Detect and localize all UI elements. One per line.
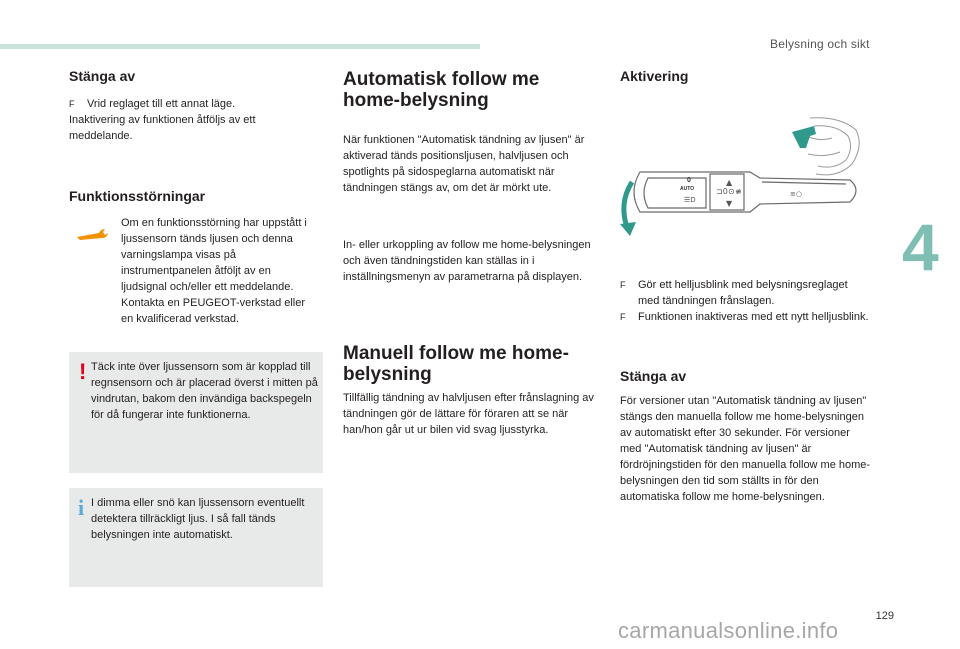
section-title-manuell: Manuell follow me home-belysning xyxy=(343,343,569,385)
svg-text:≡○: ≡○ xyxy=(790,190,802,198)
svg-text:▼: ▼ xyxy=(726,199,733,208)
manuell-paragraph: Tillfällig tändning av halvljusen efter frånslagning av tändningen gör de lättare för föraren att se när han/hon går ut ur bilen vid svag ljusstyrka. xyxy=(343,392,594,436)
lighting-stalk-illustration xyxy=(610,112,870,252)
svg-text:⊙: ⊙ xyxy=(728,187,735,196)
bullet-item xyxy=(620,309,870,325)
warning-icon: ! xyxy=(79,359,87,384)
bullet-marker: F xyxy=(620,312,626,322)
bullet-item xyxy=(620,277,870,309)
bullet-marker: F xyxy=(620,280,626,290)
stanga-av-right-text: För versioner utan "Automatisk tändning av ljusen" stängs den manuella follow me home-belysningen av automatiskt efter 30 sekunder. För versioner med "Automatisk tändning av ljusen" är fördröjningstiden för den manuella follow me home-belysningen den tid som ställts in för den automatiska follow me home-belysningen. xyxy=(620,395,871,503)
automatisk-paragraph-1: När funktionen "Automatisk tändning av ljusen" är aktiverad tänds positionsljusen, halvljusen och spotlights på sidospeglarna automatiskt när tändningen stängs av, om det är mörkt ute. xyxy=(343,134,585,194)
header-accent-bar xyxy=(0,44,480,49)
svg-text:⊐0: ⊐0 xyxy=(716,187,728,196)
bullet-item xyxy=(69,96,299,112)
stanga-av-text: Inaktivering av funktionen åtföljs av ett meddelande. xyxy=(69,114,256,142)
stalk-zero-label: 0 xyxy=(687,177,691,184)
bullet-text: Gör ett helljusblink med belysningsreglaget med tändningen frånslagen. xyxy=(638,279,848,307)
chapter-title: Belysning och sikt xyxy=(770,37,870,51)
wrench-icon xyxy=(75,227,109,243)
watermark: carmanualsonline.info xyxy=(618,618,839,643)
section-title-automatisk: Automatisk follow me home-belysning xyxy=(343,69,540,111)
info-note xyxy=(69,488,323,587)
section-title-stanga-av: Stänga av xyxy=(69,68,136,84)
aktivering-list xyxy=(620,277,870,325)
funktionsstorningar-text: Om en funktionsstörning har uppstått i ljussensorn tänds ljusen och denna varningslampa visas på instrumentpanelen åtföljt av en ljudsignal och/eller ett meddelande. Kontakta en PEUGEOT-verkstad eller en kvalificerad verkstad. xyxy=(121,217,307,325)
svg-text:≢: ≢ xyxy=(735,187,742,196)
bullet-text: Funktionen inaktiveras med ett nytt helljusblink. xyxy=(638,311,869,323)
warning-note xyxy=(69,352,323,473)
bullet-marker: F xyxy=(69,99,75,109)
svg-text:▲: ▲ xyxy=(726,178,733,187)
section-title-stanga-av-right: Stänga av xyxy=(620,368,687,384)
info-icon: i xyxy=(78,495,85,520)
automatisk-paragraph-2: In- eller urkoppling av follow me home-belysningen och även tändningstiden kan ställas in i inställningsmenyn av parametrarna på displayen. xyxy=(343,239,591,283)
section-title-funktionsstorningar: Funktionsstörningar xyxy=(69,188,206,204)
stanga-av-paragraph xyxy=(69,96,299,144)
chapter-number: 4 xyxy=(902,210,939,284)
page-number: 129 xyxy=(875,610,894,622)
svg-text:☰D: ☰D xyxy=(684,196,696,204)
stalk-auto-label: AUTO xyxy=(680,186,695,192)
info-text: I dimma eller snö kan ljussensorn eventuellt detektera tillräckligt ljus. I så fall tänds belysningen inte automatiskt. xyxy=(91,497,305,541)
section-title-aktivering: Aktivering xyxy=(620,68,689,84)
bullet-text: Vrid reglaget till ett annat läge. xyxy=(87,98,236,110)
warning-text: Täck inte över ljussensorn som är kopplad till regnsensorn och är placerad överst i mitten på vindrutan, bakom den invändiga backspegeln för då fungerar inte funktionerna. xyxy=(91,361,318,421)
